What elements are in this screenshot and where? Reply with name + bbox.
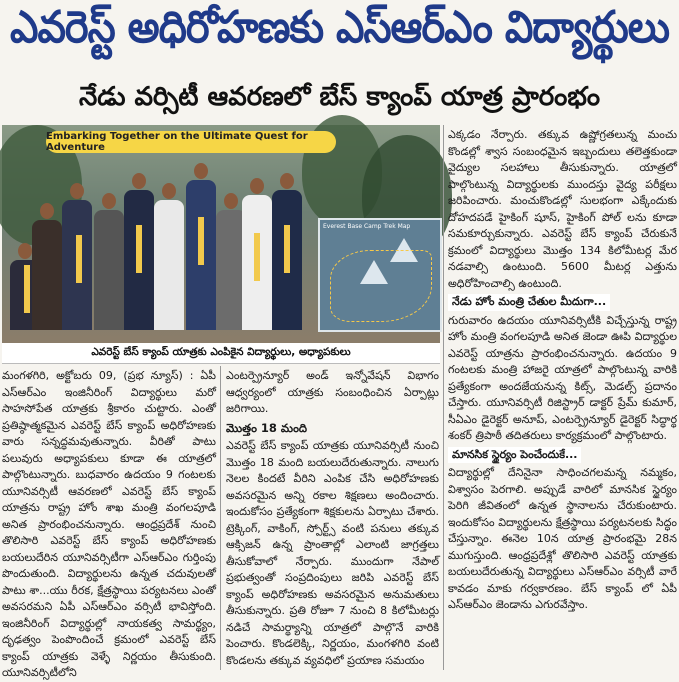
photo-banner xyxy=(46,131,336,153)
trek-map-title: Everest Base Camp Trek Map xyxy=(323,223,411,230)
article-column-2 xyxy=(226,368,439,670)
group-photo xyxy=(2,125,440,343)
article-column-3 xyxy=(448,127,677,670)
trek-map xyxy=(318,218,442,332)
column-divider xyxy=(443,125,444,670)
subheadline xyxy=(0,80,679,120)
photo-banner-text: Embarking Together on the Ultimate Quest for Adventure xyxy=(46,131,308,153)
section-heading: మొత్తం 18 మంది xyxy=(226,420,308,435)
subheadline-text: నేడు వర్సిటీ ఆవరణలో బేస్ క్యాంప్ యాత్ర ప్రారంభం xyxy=(78,82,601,112)
section-heading: నేడు హోం మంత్రి చేతుల మీదుగా... xyxy=(448,294,610,311)
paragraph: ఎక్కడం నేర్పారు. తక్కువ ఉష్ణోగ్రతలున్న మంచు కొండల్లో శ్వాస సంబంధమైన ఇబ్బందులు తలెత్తకుండా వైద్యుల సలహాలు తీసుకున్నారు. యాత్రలో పాల్గొంటున్న విద్యార్థులకు ముందస్తు వైద్య పరీక్షలు జరిపించారు. మంచుకొండల్లో సులభంగా ఎక్కేందుకు దోహదపడే హైకింగ్ షూస్, హైకింగ్ పోల్ లను కూడా సమకూర్చుకున్నారు. ఎవరెస్ట్ బేస్ క్యాంప్ చేరుకునే క్రమంలో విద్యార్థులు మొత్తం 134 కిలోమీటర్ల మేర నడవాల్సి ఉంటుంది. 5600 మీటర్ల ఎత్తును అధిరోహించాల్సి ఉంటుంది. xyxy=(448,128,677,290)
headline xyxy=(0,2,679,64)
article-column-1 xyxy=(2,368,216,679)
paragraph: మంగళగిరి, అక్టోబరు 09, (ప్రభ న్యూస్) : ఏపీ ఎస్ఆర్ఎం ఇంజినీరింగ్ విద్యార్థులు మరో సాహసోపేత యాత్రకు శ్రీకారం చుట్టారు. ఎంతో ప్రతిష్ఠాత్మకమైన ఎవరెస్ట్ బేస్ క్యాంప్ అధిరోహణకు వారు సన్నద్ధమవుతున్నారు. వీరితో పాటు పలువురు అధ్యాపకులు కూడా ఈ యాత్రలో పాల్గొంటున్నారు. బుధవారం ఉదయం 9 గంటలకు యూనివర్సిటీ ఆవరణలో ఎవరెస్ట్ బేస్ క్యాంప్ యాత్రను రాష్ట్ర హోం శాఖ మంత్రి వంగలపూడి అనిత ప్రారంభించనున్నారు. ఆంధ్రప్రదేశ్ నుంచి తొలిసారి ఎవరెస్ట్ బేస్ క్యాంప్ అధిరోహణకు బయలుదేరిన యూనివర్సిటీగా ఎస్ఆర్ఎం గుర్తింపు పొందుతుంది. విద్యార్థులను ఉన్నత చదువులతో పాటు శా...యు రీరక, క్షేత్రస్థాయి పర్యటనలు ఎంతో అవసరమని ఏపీ ఎస్ఆర్ఎం వర్సిటీ భావిస్తోంది. ఇంజినీరింగ్ విద్యార్థుల్లో నాయకత్వ సామర్థ్యం, దృఢత్వం పెంపొందించే క్రమంలో ఎవరెస్ట్ బేస్ క్యాంప్ యాత్రకు వెళ్ళే నిర్ణయం తీసుకుంది. యూనివర్సిటీలోని xyxy=(2,369,216,679)
paragraph: విద్యార్థుల్లో దేనినైనా సాధించగలమన్న నమ్మకం, విశ్వాసం పెరగాలి. అప్పుడే వారిలో మానసిక స్థైర్యం పెరిగి జీవితంలో ఉన్నత స్థానాలను చేరుకుంటారు. ఇందుకోసం విద్యార్థులను క్షేత్రస్థాయి పర్యటనలకు సిద్ధం చేస్తున్నాం. ఈనెల 10న యాత్ర ప్రారంభమై 28న ముగుస్తుంది. ఆంధ్రప్రదేశ్లో తొలిసారి ఎవరెస్ట్ యాత్రకు బయలుదేరుతున్న విద్యార్థులు ఎస్ఆర్ఎం వర్సిటీ వారే కావడం మాకు గర్వకారణం. బేస్ క్యాంప్ లో ఏపీ ఎస్ఆర్ఎం జెండాను ఎగురవేస్తాం. xyxy=(448,466,677,611)
headline-text: ఎవరెస్ట్ అధిరోహణకు ఎస్ఆర్ఎం విద్యార్థులు xyxy=(10,2,669,53)
paragraph: గురువారం ఉదయం యూనివర్సిటీకి విచ్చేస్తున్న రాష్ట్ర హోం మంత్రి వంగలపూడి అనిత జెండా ఊపి విద్యార్థుల ఎవరెస్ట్ యాత్రను ప్రారంభించనున్నారు. ఉదయం 9 గంటలకు మంత్రి హాజరై యాత్రలో పాల్గొంటున్న వారికి ప్రత్యేకంగా అందజేయనున్న కిట్స్, మెడల్స్ ప్రదానం చేస్తారు. యూనివర్సిటీ రిజిస్ట్రార్ డాక్టర్ ప్రేమ్ కుమార్, సీఏఎం డైరెక్టర్ అనూప్, ఎంటర్ప్రెన్యూర్ డైరెక్టర్ సిద్ధార్థ శంకర్ త్రిపాఠీ తదితరులు కార్యక్రమంలో పాల్గొంటారు. xyxy=(448,313,677,442)
column-divider xyxy=(220,366,221,670)
photo-caption xyxy=(2,343,440,364)
paragraph: ఎవరెస్ట్ బేస్ క్యాంప్ యాత్రకు యూనివర్సిటీ నుంచి మొత్తం 18 మంది బయలుదేరుతున్నారు. నాలుగు నెలల కిందటే వీరిని ఎంపిక చేసి అధిరోహణకు అవసరమైన అన్ని రకాల శిక్షణలు అందించారు. ఇందుకోసం ప్రత్యేకంగా శిక్షకులను ఏర్పాటు చేశారు. ట్రెక్కింగ్, వాకింగ్, స్పోర్ట్స్ వంటి పనులు తక్కువ ఆక్సిజన్ ఉన్న ప్రాంతాల్లో ఎలాంటి జాగ్రత్తలు తీసుకోవాలో నేర్పారు. ముందుగా నేపాల్ ప్రభుత్వంతో సంప్రదింపులు జరిపి ఎవరెస్ట్ బేస్ క్యాంప్ అధిరోహణకు అవసరమైన అనుమతులు తీసుకున్నారు. ప్రతి రోజూ 7 నుంచి 8 కిలోమీటర్లు నడిచే సామర్థ్యాన్ని యాత్రలో పాల్గొనే వారికి పెంచారు. కొండలెక్కి, నిర్ణయం, మంగళగిరి వంటి కొండలను తక్కువ వ్యవధిలో ప్రయాణ సమయం xyxy=(226,439,439,667)
paragraph: ఎంటర్ప్రెన్యూర్ అండ్ ఇన్నోవేషన్ విభాగం ఆధ్వర్యంలో యాత్రకు సంబంధించిన ఏర్పాట్లు జరిగాయి. xyxy=(226,369,439,415)
section-heading: మానసిక స్థైర్యం పెంచేందుకే... xyxy=(448,447,581,464)
photo-caption-text: ఎవరెస్ట్ బేస్ క్యాంప్ యాత్రకు ఎంపికైన విద్యార్థులు, అధ్యాపకులు xyxy=(91,345,351,358)
